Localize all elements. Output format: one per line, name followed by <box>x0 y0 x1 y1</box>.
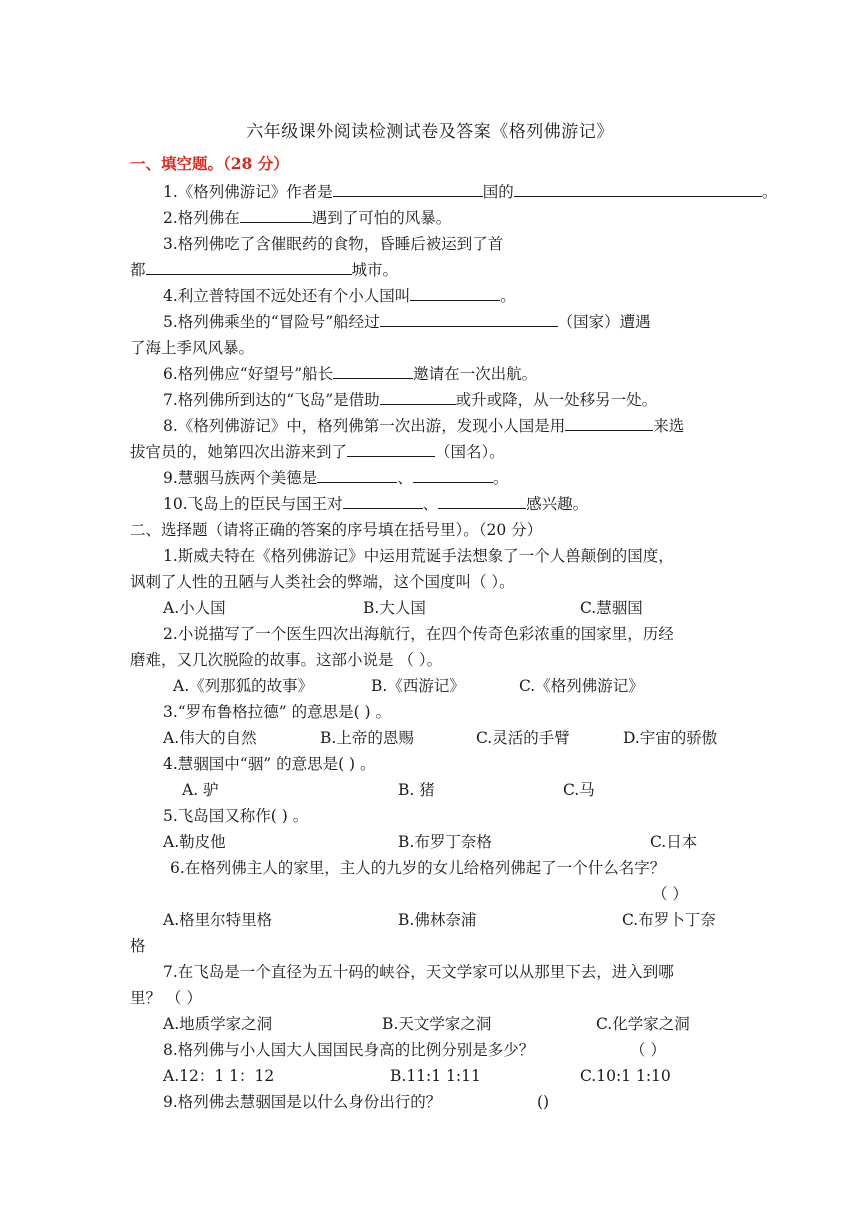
option-c[interactable]: C.10:1 1:10 <box>580 1067 671 1085</box>
question-2-7-cont: 里？ （ ） <box>130 989 202 1007</box>
option-c[interactable]: C.马 <box>563 781 595 799</box>
section-heading-fill-in: 一、填空题。（28 分） <box>130 154 289 173</box>
question-2-7: 7.在飞岛是一个直径为五十码的峡谷，天文学家可以从那里下去，进入到哪 <box>163 963 674 981</box>
option-b[interactable]: B.大人国 <box>363 599 426 617</box>
option-a[interactable]: A.伟大的自然 <box>163 729 257 747</box>
option-d[interactable]: D.宇宙的骄傲 <box>623 729 718 747</box>
question-1-5-cont: 了海上季风风暴。 <box>130 339 255 357</box>
option-b[interactable]: B.天文学家之洞 <box>382 1015 492 1033</box>
section-heading-multiple-choice: 二、选择题（请将正确的答案的序号填在括号里）。（20 分） <box>130 521 543 539</box>
option-b[interactable]: B.佛林奈浦 <box>398 911 477 929</box>
option-c[interactable]: C.灵活的手臂 <box>476 729 570 747</box>
question-2-2: 2.小说描写了一个医生四次出海航行，在四个传奇色彩浓重的国家里，历经 <box>163 625 674 643</box>
option-b[interactable]: B.上帝的恩赐 <box>320 729 414 747</box>
question-2-8: 8.格列佛与小人国大人国国民身高的比例分别是多少？ <box>163 1041 535 1059</box>
question-1-3-cont: 都 城市。 <box>130 261 399 279</box>
option-a[interactable]: A.《列那狐的故事》 <box>173 677 314 695</box>
question-2-2-cont: 磨难，又几次脱险的故事。这部小说是 （ ）。 <box>130 651 443 669</box>
answer-paren[interactable]: （ ） <box>652 885 688 903</box>
question-1-8-cont: 拔官员的，她第四次出游来到了 （国名）。 <box>130 443 505 461</box>
answer-blank[interactable] <box>438 494 526 509</box>
question-1-9: 9.慧骃马族两个美德是 、 。 <box>163 469 509 487</box>
question-1-8: 8.《格列佛游记》中，格列佛第一次出游，发现小人国是用 来选 <box>163 417 685 435</box>
question-1-5: 5.格列佛乘坐的“冒险号”船经过 （国家）遭遇 <box>163 313 651 331</box>
answer-blank[interactable] <box>333 182 483 197</box>
question-2-5: 5.飞岛国又称作( ) 。 <box>163 807 309 825</box>
answer-blank[interactable] <box>347 442 435 457</box>
option-a[interactable]: A.勒皮他 <box>163 833 226 851</box>
question-2-4: 4.慧骃国中“骃” 的意思是( ) 。 <box>163 755 376 773</box>
question-2-6: 6.在格列佛主人的家里，主人的九岁的女儿给格列佛起了一个什么名字？ <box>170 859 666 877</box>
option-a[interactable]: A. 驴 <box>182 781 219 799</box>
question-1-7: 7.格列佛所到达的“飞岛”是借助 或升或降，从一处移另一处。 <box>163 391 658 409</box>
question-2-1: 1.斯威夫特在《格列佛游记》中运用荒诞手法想象了一个人兽颠倒的国度， <box>163 547 674 565</box>
question-1-6: 6.格列佛应“好望号”船长 邀请在一次出航。 <box>163 365 538 383</box>
option-c[interactable]: C.化学家之洞 <box>596 1015 690 1033</box>
answer-paren[interactable]: （ ） <box>630 1041 666 1059</box>
question-1-4: 4.利立普特国不远处还有个小人国叫 。 <box>163 287 516 305</box>
page-title: 六年级课外阅读检测试卷及答案《格列佛游记》 <box>246 122 614 142</box>
option-c-wrap: 格 <box>130 937 146 955</box>
answer-paren[interactable]: () <box>537 1093 550 1111</box>
option-b[interactable]: B. 猪 <box>398 781 435 799</box>
question-2-1-cont: 讽刺了人性的丑陋与人类社会的弊端，这个国度叫（ ）。 <box>130 573 515 591</box>
option-a[interactable]: A.12：1 1：12 <box>163 1067 275 1085</box>
question-1-2: 2.格列佛在 遇到了可怕的风暴。 <box>163 209 452 227</box>
answer-blank[interactable] <box>146 260 352 275</box>
answer-blank[interactable] <box>565 416 653 431</box>
answer-blank[interactable] <box>240 208 312 223</box>
answer-blank[interactable] <box>380 312 558 327</box>
option-c[interactable]: C.布罗卜丁奈 <box>622 911 716 929</box>
option-b[interactable]: B.《西游记》 <box>371 677 465 695</box>
question-1-1: 1.《格列佛游记》作者是 国的 。 <box>163 183 778 201</box>
option-b[interactable]: B.11:1 1:11 <box>390 1067 481 1085</box>
answer-blank[interactable] <box>514 182 762 197</box>
question-1-3: 3.格列佛吃了含催眠药的食物，昏睡后被运到了首 <box>163 235 504 253</box>
answer-blank[interactable] <box>380 390 456 405</box>
answer-blank[interactable] <box>317 468 397 483</box>
option-c[interactable]: C.日本 <box>650 833 698 851</box>
question-2-3: 3.“罗布鲁格拉德” 的意思是( ) 。 <box>163 703 392 721</box>
question-2-9: 9.格列佛去慧骃国是以什么身份出行的？ <box>163 1093 442 1111</box>
option-b[interactable]: B.布罗丁奈格 <box>398 833 492 851</box>
option-a[interactable]: A.格里尔特里格 <box>163 911 273 929</box>
answer-blank[interactable] <box>410 286 500 301</box>
answer-blank[interactable] <box>343 494 423 509</box>
option-c[interactable]: C.《格列佛游记》 <box>519 677 644 695</box>
answer-blank[interactable] <box>413 468 493 483</box>
option-a[interactable]: A.地质学家之洞 <box>163 1015 273 1033</box>
question-1-10: 10.飞岛上的臣民与国王对 、 感兴趣。 <box>163 495 589 513</box>
answer-blank[interactable] <box>333 364 413 379</box>
option-a[interactable]: A.小人国 <box>163 599 226 617</box>
option-c[interactable]: C.慧骃国 <box>580 599 643 617</box>
